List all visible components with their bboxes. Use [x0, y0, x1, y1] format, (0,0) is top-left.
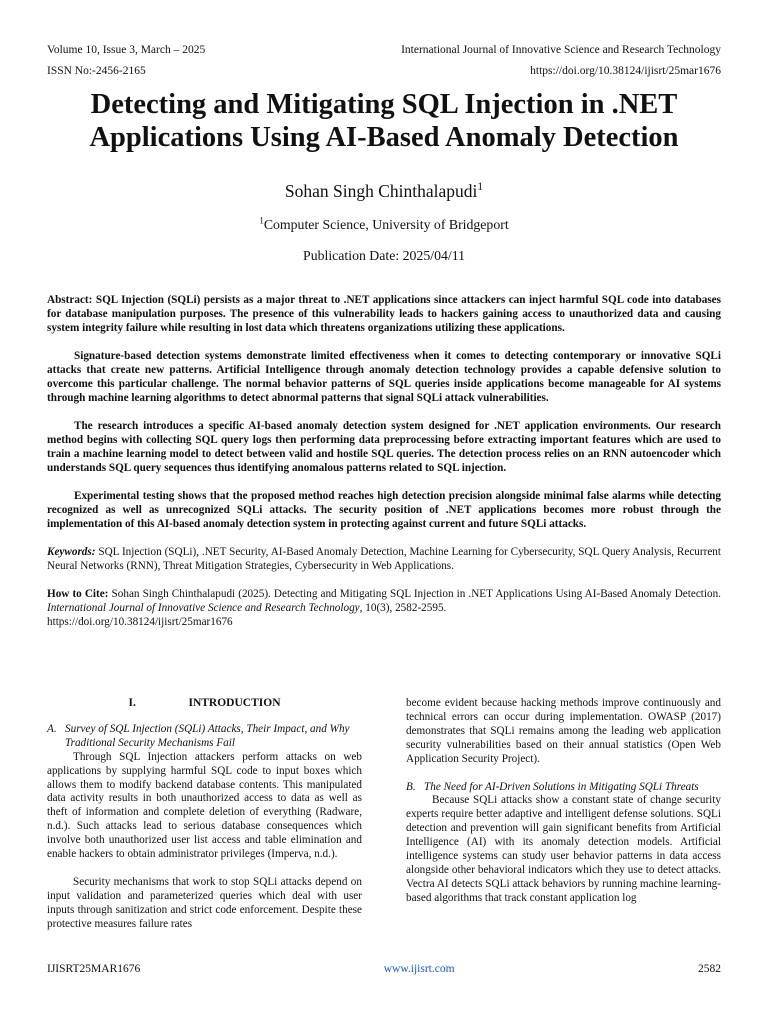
title-line-2: Applications Using AI-Based Anomaly Detection [89, 122, 679, 153]
body-paragraph-1: Through SQL Injection attackers perform attacks on web applications by supplying harmful SQL code to input boxes which allows them to modify backend database contents. This manipulated data activity results in both unauthorized access to data as well as theft of information and complete deletion of everything (Radware, n.d.). Such attacks lead to serious database consequences which involve both unauthorized user list access and table elimination and enable hackers to obtain administrator privileges (Imperva, n.d.). [47, 750, 362, 861]
cite-journal: International Journal of Innovative Science and Research Technology [47, 602, 360, 614]
affiliation [0, 217, 768, 233]
left-column [47, 697, 362, 932]
page-number: 2582 [698, 963, 721, 975]
page-footer [47, 963, 721, 975]
paper-title [30, 88, 738, 154]
cite-volume-pages: , 10(3), 2582-2595. [359, 602, 447, 614]
footer-site-link[interactable]: www.ijisrt.com [383, 963, 455, 975]
abstract-paragraph-2: Signature-based detection systems demonstrate limited effectiveness when it comes to detecting contemporary or innovative SQLi attacks that create new patterns. Artificial Intelligence through anomaly detection technology provides a capable defensive solution to overcome this particular challenge. The normal behavior patterns of SQL queries inside applications become manageable for AI systems through machine learning algorithms to detect abnormal patterns that signal SQLi attack vulnerabilities. [47, 350, 721, 404]
abstract-text-1: SQL Injection (SQLi) persists as a major threat to .NET applications since attackers can inject harmful SQL code into databases for database manipulation purposes. The presence of this vulnerability leads to hackers gaining access to unauthorized data and causing system integrity failure while resulting in lost data which threatens organizations utilizing these applications. [47, 294, 722, 334]
subsection-b-letter: B. [406, 780, 416, 793]
cite-url[interactable]: https://doi.org/10.38124/ijisrt/25mar1676 [47, 616, 233, 628]
journal-name: International Journal of Innovative Science and Research Technology [401, 44, 721, 56]
footer-article-id: IJISRT25MAR1676 [47, 963, 141, 975]
cite-text: Sohan Singh Chinthalapudi (2025). Detecting and Mitigating SQL Injection in .NET Applications Using AI-Based Anomaly Detection. [111, 588, 721, 600]
abstract-paragraph-3: The research introduces a specific AI-based anomaly detection system designed for .NET application environments. Our research method begins with collecting SQL query logs then performing data preprocessing before extracting important features which are used to train a machine learning model to detect between valid and hostile SQL queries. The detection process relies on an RNN autoencoder which understands SQL query sequences thus identifying anomalous patterns related to SQL injection. [47, 420, 721, 474]
author-name: Sohan Singh Chinthalapudi [284, 181, 478, 201]
subsection-b-title: The Need for AI-Driven Solutions in Mitigating SQLi Threats [424, 780, 699, 793]
cite-label: How to Cite: [47, 588, 109, 600]
subsection-b-heading [406, 781, 721, 795]
author-superscript: 1 [477, 181, 484, 194]
body-paragraph-3: become evident because hacking methods improve continuously and technical errors can occur during implementation. OWASP (2017) demonstrates that SQLi remains among the leading web application security vulnerabilities based on their annual statistics (Open Web Application Security Project). [406, 697, 721, 765]
affiliation-superscript: 1 [259, 215, 264, 226]
how-to-cite [47, 587, 721, 629]
keywords-text: SQL Injection (SQLi), .NET Security, AI-Based Anomaly Detection, Machine Learning for Cybersecurity, SQL Query Analysis, Recurrent Neural Networks (RNN), Threat Mitigation Strategies, Cybersecurity in Web Applications. [47, 546, 722, 572]
volume-issue: Volume 10, Issue 3, March – 2025 [47, 44, 206, 56]
issn: ISSN No:-2456-2165 [47, 65, 146, 77]
right-column [406, 697, 721, 906]
subsection-a-letter: A. [47, 722, 57, 735]
abstract-label: Abstract: [47, 294, 93, 306]
section-title: INTRODUCTION [188, 697, 281, 709]
keywords-label: Keywords: [47, 546, 96, 558]
doi-link[interactable]: https://doi.org/10.38124/ijisrt/25mar1676 [530, 65, 721, 77]
publication-date: Publication Date: 2025/04/11 [303, 248, 465, 263]
section-heading [47, 697, 362, 711]
abstract-block [47, 293, 721, 643]
body-paragraph-4: Because SQLi attacks show a constant state of change security experts require better adaptive and intelligent defense solutions. SQLi detection and prevention will gain significant benefits from Artificial Intelligence (AI) with its anomaly detection models. Artificial intelligence systems can study user behavior patterns in data access alongside other behavioral indicators which they use to detect attacks. Vectra AI detects SQLi attack behaviors by running machine learning-based algorithms that track constant application log [406, 794, 721, 904]
body-paragraph-2: Security mechanisms that work to stop SQLi attacks depend on input validation and parameterized queries which deal with user inputs through sanitization and strict code enforcement. Despite these protective measures failure rates [47, 875, 362, 930]
abstract-paragraph-4: Experimental testing shows that the proposed method reaches high detection precision alongside minimal false alarms while detecting recognized as well as unrecognized SQLi attacks. The security position of .NET applications becomes more robust through the implementation of this AI-based anomaly detection system in protecting against current and future SQLi attacks. [47, 490, 721, 530]
author [0, 181, 768, 202]
running-header-top [47, 44, 721, 56]
subsection-a-title: Survey of SQL Injection (SQLi) Attacks, Their Impact, and Why Traditional Security Mechanisms Fail [65, 722, 350, 749]
title-line-1: Detecting and Mitigating SQL Injection in .NET [90, 89, 678, 120]
keywords [47, 545, 721, 573]
affiliation-text: Computer Science, University of Bridgeport [263, 217, 509, 232]
abstract-paragraph-1 [47, 293, 721, 335]
running-header-bottom [47, 65, 721, 77]
section-number: I. [128, 697, 136, 709]
subsection-a-heading [47, 723, 362, 751]
